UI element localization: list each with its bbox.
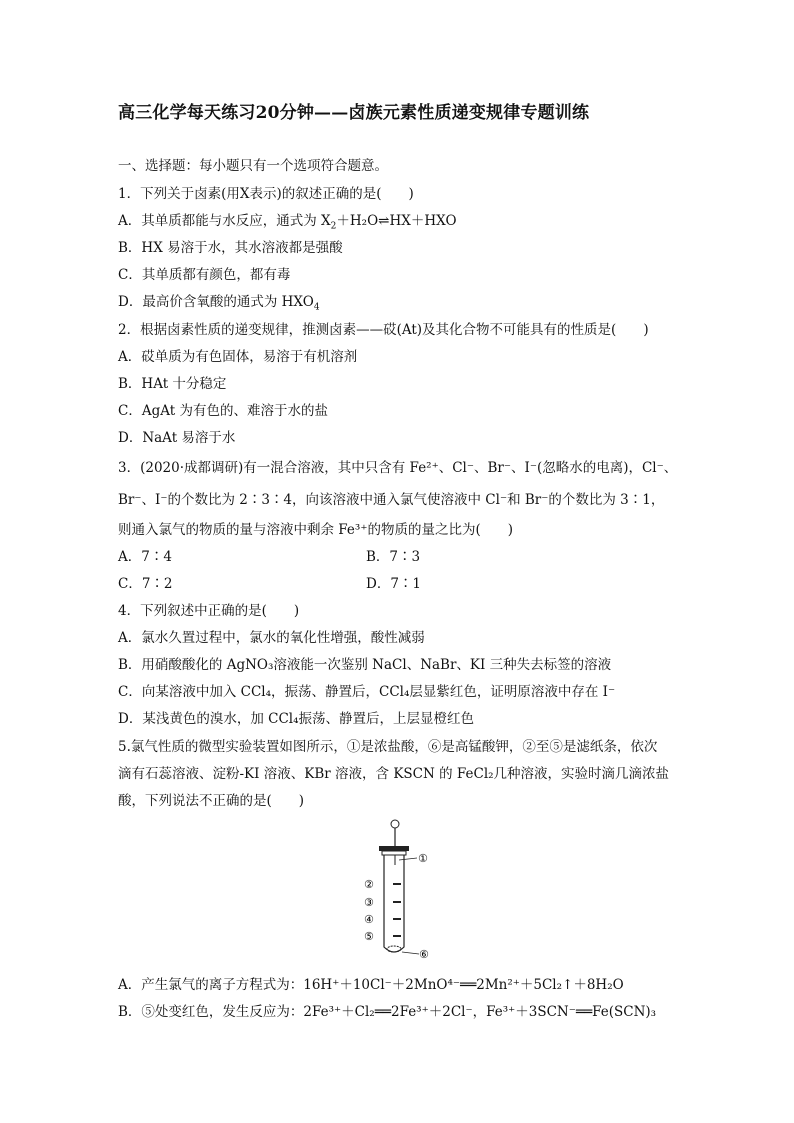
q3-stem-line2: Br⁻、I⁻的个数比为 2∶3∶4，向该溶液中通入氯气使溶液中 Cl⁻和 Br⁻的个数比为 3∶1，: [118, 492, 665, 508]
q4-option-a: A．氯水久置过程中，氯水的氧化性增强，酸性减弱: [118, 630, 425, 646]
q4-option-b: B．用硝酸酸化的 AgNO₃溶液能一次鉴别 NaCl、NaBr、KI 三种失去标签的溶液: [118, 657, 612, 673]
apparatus-figure: [355, 815, 455, 965]
q3-option-b: B．7∶3: [366, 549, 421, 565]
q5-stem-line3: 酸，下列说法不正确的是( ): [118, 793, 305, 809]
label-1: ①: [418, 852, 428, 865]
section-heading: 一、选择题：每小题只有一个选项符合题意。: [118, 158, 388, 174]
q4-option-d: D．某浅黄色的溴水，加 CCl₄振荡、静置后，上层显橙红色: [118, 711, 475, 727]
label-3: ③: [364, 896, 374, 909]
q2-option-c: C．AgAt 为有色的、难溶于水的盐: [118, 403, 328, 419]
label-5: ⑤: [364, 930, 374, 943]
q5-stem-line2: 滴有石蕊溶液、淀粉-KI 溶液、KBr 溶液，含 KSCN 的 FeCl₂几种溶液，实验时滴几滴浓盐: [118, 766, 670, 782]
q3-option-d: D．7∶1: [366, 576, 422, 592]
q2-option-a: A．砹单质为有色固体，易溶于有机溶剂: [118, 349, 358, 365]
q2-option-d: D．NaAt 易溶于水: [118, 430, 236, 446]
q2-stem: 2．根据卤素性质的递变规律，推测卤素——砹(At)及其化合物不可能具有的性质是( ): [118, 322, 649, 338]
q1-option-b: B．HX 易溶于水，其水溶液都是强酸: [118, 240, 343, 256]
q1-option-c: C．其单质都有颜色，都有毒: [118, 267, 291, 283]
q1-a-text: A．其单质都能与水反应，通式为 X: [118, 213, 331, 229]
page-title: 高三化学每天练习20分钟——卤族元素性质递变规律专题训练: [118, 103, 590, 123]
q1-a-text-rest: ＋H₂O⇌HX＋HXO: [336, 213, 457, 229]
q3-option-c: C．7∶2: [118, 576, 173, 592]
q3-stem-line1: 3．(2020·成都调研)有一混合溶液，其中只含有 Fe²⁺、Cl⁻、Br⁻、I⁻(忽略水的电离)，Cl⁻、: [118, 460, 678, 476]
label-4: ④: [364, 913, 374, 926]
q5-stem-line1: 5.氯气性质的微型实验装置如图所示，①是浓盐酸，⑥是高锰酸钾，②至⑤是滤纸条，依次: [118, 739, 658, 755]
q4-option-c: C．向某溶液中加入 CCl₄，振荡、静置后，CCl₄层显紫红色，证明原溶液中存在 I⁻: [118, 684, 616, 700]
q3-option-a: A．7∶4: [118, 549, 172, 565]
q4-stem: 4．下列叙述中正确的是( ): [118, 603, 300, 619]
label-2: ②: [364, 878, 374, 891]
q1-stem: 1．下列关于卤素(用X表示)的叙述正确的是( ): [118, 186, 414, 202]
q5-option-a: A．产生氯气的离子方程式为：16H⁺＋10Cl⁻＋2MnO⁴⁻══2Mn²⁺＋5Cl₂↑＋8H₂O: [118, 977, 624, 993]
label-6: ⑥: [419, 948, 429, 961]
test-tube-diagram: [355, 815, 455, 965]
q1-option-d: [118, 294, 320, 313]
q1-a-sub: 2: [330, 221, 337, 232]
q1-option-a: [118, 213, 457, 232]
q5-option-b: B．⑤处变红色，发生反应为：2Fe³⁺＋Cl₂══2Fe³⁺＋2Cl⁻，Fe³⁺＋3SCN⁻══Fe(SCN)₃: [118, 1004, 657, 1020]
q1-d-sub: 4: [313, 302, 320, 313]
q1-d-text: D．最高价含氧酸的通式为 HXO: [118, 294, 314, 310]
q2-option-b: B．HAt 十分稳定: [118, 376, 227, 392]
q3-stem-line3: 则通入氯气的物质的量与溶液中剩余 Fe³⁺的物质的量之比为( ): [118, 522, 513, 538]
